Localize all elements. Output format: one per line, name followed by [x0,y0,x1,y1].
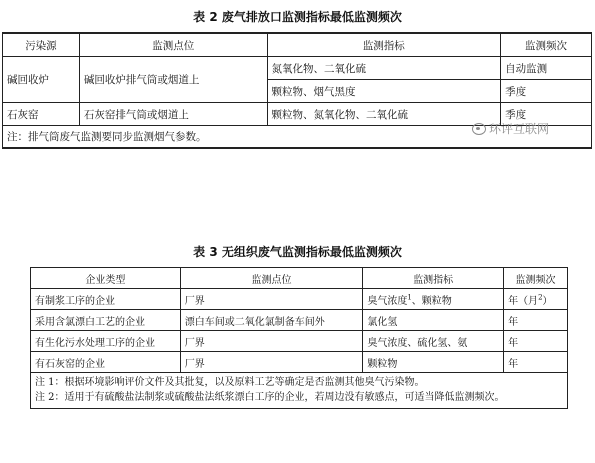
table-row [3,57,592,80]
table-cell: 石灰窑排气筒或烟道上 [79,103,267,126]
table2-note: 注：排气筒废气监测要同步监测烟气参数。 [3,126,592,149]
table2-header-point: 监测点位 [79,33,267,57]
table-cell [504,289,568,310]
watermark-text: 环评互联网 [489,122,550,136]
table2-header-row [3,33,592,57]
table3-header-frequency: 监测频次 [504,268,568,289]
table3-header-point: 监测点位 [180,268,363,289]
table-cell: 季度 [501,103,592,126]
table-cell: 有生化污水处理工序的企业 [31,331,181,352]
table-row [31,352,568,373]
table3-header-type: 企业类型 [31,268,181,289]
table-cell: 颗粒物、烟气黑度 [267,80,501,103]
table3-notes-row [31,373,568,409]
table3 [30,267,568,409]
table-cell: 颗粒物、氮氧化物、二氧化硫 [267,103,501,126]
table-cell: 氮氧化物、二氧化硫 [267,57,501,80]
table-cell: 臭气浓度、硫化氢、氨 [363,331,504,352]
indicator-text: 臭气浓度 [367,295,408,307]
table-cell: 有制浆工序的企业 [31,289,181,310]
table-row [31,331,568,352]
table-cell: 年 [504,331,568,352]
table-cell [363,289,504,310]
table-cell: 氯化氢 [363,310,504,331]
table2-header-indicator: 监测指标 [267,33,501,57]
table3-caption: 表 3 无组织废气监测指标最低监测频次 [193,245,402,259]
table-cell: 碱回收炉 [3,57,80,103]
table-cell: 自动监测 [501,57,592,80]
table3-header-row [31,268,568,289]
table-row [31,289,568,310]
table3-notes [31,373,568,409]
table-cell: 年 [504,310,568,331]
table2-header-source: 污染源 [3,33,80,57]
table-cell: 石灰窑 [3,103,80,126]
table-cell: 厂界 [180,352,363,373]
table-cell: 有石灰窑的企业 [31,352,181,373]
table-cell: 年 [504,352,568,373]
table-cell: 漂白车间或二氧化氯制备车间外 [180,310,363,331]
indicator-text-tail: 、颗粒物 [411,295,452,307]
table-row [31,310,568,331]
watermark [472,120,549,137]
table3-note-1: 注 1：根据环境影响评价文件及其批复，以及原料工艺等确定是否监测其他臭气污染物。 [35,377,425,388]
table2-header-frequency: 监测频次 [501,33,592,57]
frequency-text-tail: ） [542,295,553,307]
table-cell: 季度 [501,80,592,103]
table-cell: 碱回收炉排气筒或烟道上 [79,57,267,103]
table-cell: 厂界 [180,331,363,352]
wechat-logo-icon [472,123,486,135]
footnote-mark: 1 [407,293,412,302]
table-cell: 厂界 [180,289,363,310]
table3-header-indicator: 监测指标 [363,268,504,289]
table3-note-2: 注 2：适用于有硫酸盐法制浆或硫酸盐法纸浆漂白工序的企业，若周边没有敏感点，可适当降低监测频次。 [35,392,505,403]
footnote-mark: 2 [538,293,543,302]
table2-caption: 表 2 废气排放口监测指标最低监测频次 [193,10,402,24]
table-cell: 颗粒物 [363,352,504,373]
table-cell: 采用含氯漂白工艺的企业 [31,310,181,331]
frequency-text: 年（月 [508,295,539,307]
